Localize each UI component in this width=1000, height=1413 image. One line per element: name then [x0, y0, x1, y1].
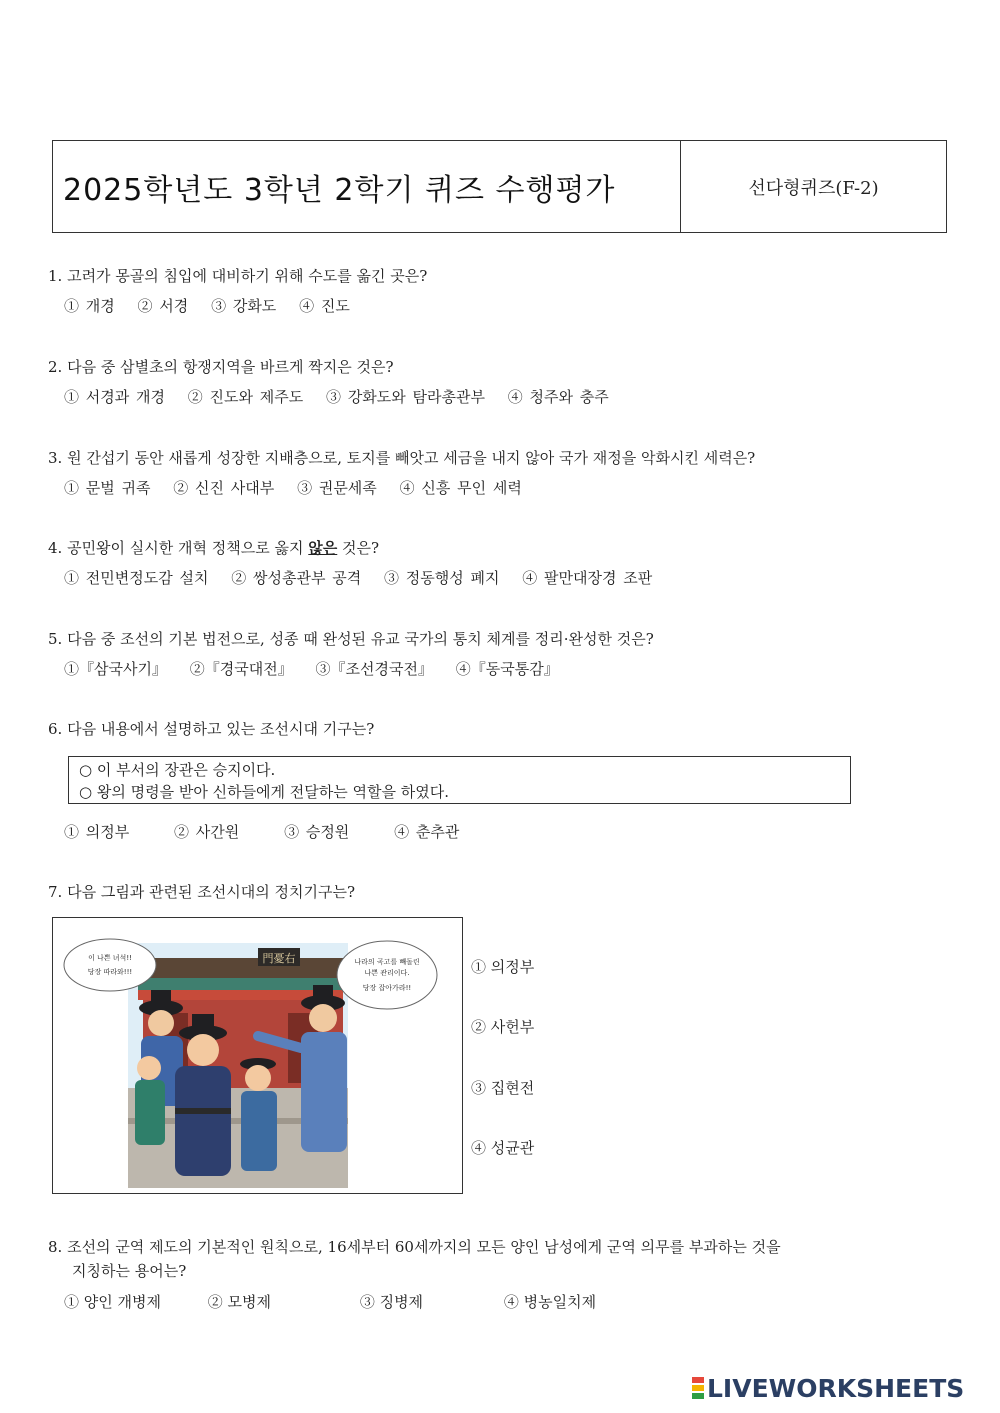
option-3[interactable]: ③ 집현전	[471, 1079, 535, 1097]
option-1[interactable]: ① 문벌 귀족	[64, 479, 151, 497]
option-1[interactable]: ① 의정부	[64, 823, 130, 841]
option-2[interactable]: ②『경국대전』	[189, 660, 293, 678]
bubble-right-line3: 당장 잡아가라!!	[362, 984, 412, 992]
option-2[interactable]: ② 서경	[137, 297, 189, 315]
option-3[interactable]: ③ 권문세족	[297, 479, 377, 497]
options-row	[48, 568, 668, 588]
guard-left	[135, 1056, 165, 1145]
options-row	[64, 821, 497, 842]
option-2[interactable]: ② 쌍성총관부 공격	[231, 569, 362, 587]
option-1[interactable]: ① 개경	[64, 297, 115, 315]
palace-sign: 門憂右	[262, 952, 296, 965]
quiz-code: 선다형퀴즈(F-2)	[748, 177, 879, 199]
liveworksheets-logo	[692, 1374, 964, 1402]
question-6	[48, 719, 374, 739]
info-box	[68, 756, 851, 804]
option-3[interactable]: ③ 정동행성 폐지	[384, 569, 500, 587]
option-4[interactable]: ④ 진도	[299, 297, 350, 315]
question-stem	[48, 538, 668, 558]
emphasis-not: 않은	[308, 539, 338, 557]
info-line: ○ 왕의 명령을 받아 신하들에게 전달하는 역할을 하였다.	[79, 783, 450, 801]
logo-mark-icon	[692, 1376, 704, 1400]
cartoon-illustration	[52, 917, 463, 1194]
option-1[interactable]: ① 의정부	[471, 958, 535, 976]
option-2[interactable]: ② 신진 사대부	[173, 479, 275, 497]
option-1[interactable]: ①『삼국사기』	[64, 660, 167, 678]
info-line: ○ 이 부서의 장관은 승지이다.	[79, 761, 276, 779]
option-3[interactable]: ③ 강화도	[211, 297, 277, 315]
question-stem: 3. 원 간섭기 동안 새롭게 성장한 지배층으로, 토지를 빼앗고 세금을 내지 않아 국가 재정을 악화시킨 세력은?	[48, 449, 756, 467]
question-8	[48, 1232, 956, 1282]
option-4[interactable]: ④ 신흥 무인 세력	[399, 479, 522, 497]
option-1[interactable]: ① 전민변정도감 설치	[64, 569, 209, 587]
options-row	[48, 387, 625, 407]
option-2[interactable]: ② 사간원	[174, 823, 240, 841]
options-row	[48, 296, 427, 316]
option-3[interactable]: ③ 승정원	[284, 823, 350, 841]
stem-text: 4. 공민왕이 실시한 개혁 정책으로 옳지	[48, 539, 309, 557]
option-4[interactable]: ④ 성균관	[471, 1139, 535, 1157]
option-4[interactable]: ④ 팔만대장경 조판	[522, 569, 653, 587]
question-5	[48, 629, 654, 679]
header-table	[52, 140, 947, 233]
option-4[interactable]: ④ 청주와 충주	[507, 388, 609, 406]
page-title: 2025학년도 3학년 2학기 퀴즈 수행평가	[53, 141, 681, 232]
bubble-left-line2: 당장 따라와!!!	[87, 968, 133, 976]
question-stem: 6. 다음 내용에서 설명하고 있는 조선시대 기구는?	[48, 720, 375, 738]
option-4[interactable]: ④ 춘추관	[394, 823, 460, 841]
bubble-right-line1: 나라의 곡고를 빼돌린	[354, 958, 420, 966]
question-4	[48, 538, 668, 588]
options-row	[48, 478, 755, 498]
option-1[interactable]: ① 양인 개병제	[64, 1293, 161, 1311]
question-7	[48, 882, 355, 902]
joseon-arrest-cartoon	[53, 918, 463, 1194]
question-stem-line2: 지칭하는 용어는?	[72, 1262, 187, 1280]
option-2[interactable]: ② 사헌부	[471, 1018, 535, 1036]
stem-text: 것은?	[337, 539, 380, 557]
options-row	[64, 1291, 596, 1312]
question-stem: 2. 다음 중 삼별초의 항쟁지역을 바르게 짝지은 것은?	[48, 358, 394, 376]
option-2[interactable]: ② 모병제	[207, 1293, 272, 1311]
question-stem-line1: 8. 조선의 군역 제도의 기본적인 원칙으로, 16세부터 60세까지의 모든 양인 남성에게 군역 의무를 부과하는 것을	[48, 1238, 781, 1256]
question-1	[48, 266, 427, 316]
option-3[interactable]: ③『조선경국전』	[315, 660, 433, 678]
bubble-right-line2: 나쁜 관리이다.	[364, 969, 410, 977]
option-3[interactable]: ③ 징병제	[359, 1293, 424, 1311]
option-1[interactable]: ① 서경과 개경	[64, 388, 165, 406]
option-2[interactable]: ② 진도와 제주도	[187, 388, 304, 406]
question-stem: 1. 고려가 몽골의 침입에 대비하기 위해 수도를 옮긴 곳은?	[48, 267, 428, 285]
question-stem: 7. 다음 그림과 관련된 조선시대의 정치기구는?	[48, 883, 356, 901]
option-4[interactable]: ④『동국통감』	[455, 660, 559, 678]
question-stem: 5. 다음 중 조선의 기본 법전으로, 성종 때 완성된 유교 국가의 통치 체계를 정리·완성한 것은?	[48, 630, 654, 648]
question-2	[48, 357, 625, 407]
option-4[interactable]: ④ 병농일치제	[503, 1293, 597, 1311]
question-3	[48, 448, 755, 498]
bubble-left-line1: 이 나쁜 녀석!!	[88, 954, 132, 962]
logo-text: LIVEWORKSHEETS	[707, 1373, 965, 1403]
option-3[interactable]: ③ 강화도와 탐라총관부	[326, 388, 485, 406]
options-row	[48, 659, 654, 679]
